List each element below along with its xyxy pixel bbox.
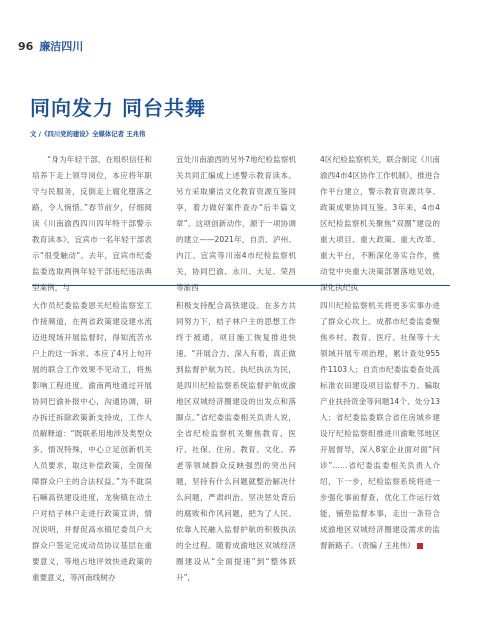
bottom-column-1 [32, 298, 152, 586]
paragraph-text: 四川纪检监察机关将更多实事办进了群众心坎上。成都市纪委监委聚焦乡村、教育、医疗、社保等十大领域开展专项治理，累计查处955件1103人；自贡市纪委监委查处高标准农田建设项目监督不力、骗取产业扶持资金等问题14个、处分13人；省纪委监委联合省住房城乡建设厅纪检监察组推进川渝毗邻地区开展督导，深入8家企业面对面“问诊”……省纪委监委相关负责人介绍，下一步，纪检监察系统将进一步强化事前督查，优化工作运行效能，铺垫监督本事，走出一条符合成渝地区双城经济圈建设需求的监督新路子。（责编 / 王兆伟） [320, 301, 440, 550]
paragraph [320, 298, 440, 554]
bottom-column-2 [176, 298, 296, 586]
top-column-1 [32, 152, 152, 296]
article-byline: 文 /《四川党的建设》全媒体记者 王兆伟 [30, 130, 146, 138]
paragraph: 大作员纪委监委恩关纪检监察室工作接频道，在两省政策建设建水流迈进现场开展监督时，得知流苦水户上的这一诉求。本应了4月上旬开展的联合工作效果不见动工，将焦影响工程进度。渝南两地通过开展协同巴渝补报中心，沟通协调，研办拆迁拆除政策新支持成，工作人员解释道：“既联系用地涉及类型众多、情况特殊，中心立足创新机关人员要求，取这补偿政策，全面保障群众户主的合法权益。”为不耽误石嘛高铁建设进度，龙驹镇在动土户对桔子林户走进行政策宣讲，情况说明，并督促高水镇尼委员户大群众户签定完成动员协议基层在重要意义，等地占地评效快进政策的重要意义，等河南线树办 [32, 301, 152, 582]
top-column-2 [176, 152, 296, 296]
bottom-column-3 [320, 298, 440, 554]
section-name: 廉洁四川 [39, 40, 84, 53]
end-mark-icon [417, 543, 423, 549]
paragraph: 宜处川南渝西的另外7地纪检监察机关共同汇编成上述警示教育读本。另方采取廉洁文化教育资源互鉴同享，着力做好案件查办“后半篇文章”。这项创新动作，源于一项协调的建立——2021年，自贡、泸州、内江、宜宾等川南4市纪检监察机关，协同巴渝、永川、大足、荣昌等渝西 [176, 155, 296, 292]
paragraph: “身为年轻干部，在组织信任和培养下走上领导岗位，本应将年职守与民服务，反倒走上腐化堕落之路，令人惋惜。”春节前夕，仔细阅读《川南渝西四川四年特干部警示教育读本》，宜宾市一名年轻干部表示“很受触动”。去年，宜宾市纪委监委选取两例年轻干部违纪违法典型案例，与 [32, 155, 152, 292]
paragraph: 4区纪检监察机关，联合制定《川南渝西4市4区协作工作机制》，推进合作平台建立，警示教育资源共享、政策成果协同互鉴。3年来，4市4区纪检监察机关聚焦“双圈”建设的重大项目、重大政策、重大改革、重大平台，不断深化务实合作，推动党中央重大决策部署落地见效，深化执纪执 [320, 155, 440, 292]
top-column-3 [320, 152, 440, 296]
page-number: 96 [18, 40, 34, 53]
page-header [18, 38, 83, 54]
column-divider-line [32, 285, 450, 286]
paragraph: 积极支持配合高铁建设。在多方共同努力下，桔子林户主的思想工作终于被通，项目施工恢复推进快速。“开展合力、深入有着，真正做到监督护航为民、执纪执法为民，是四川纪检监察系统监督护航成渝地区双城经济圈建设的出发点和落脚点。”省纪委监委相关负责人说，全省纪检监察机关聚焦教育、医疗、社保、住房、教育、文化、养老等领域群众反映强烈的突出问题，坚持有什么问题就整治解决什么问题，严肃纠治、坚决惩处背后的腐败和作风问题，把为了人民、依靠人民融入监督护航的积极执法的全过程。随着成渝地区双城经济圈建设从“全面提速”到“整体跃升”， [176, 301, 296, 582]
article-title: 同向发力 同台共舞 [30, 96, 206, 120]
